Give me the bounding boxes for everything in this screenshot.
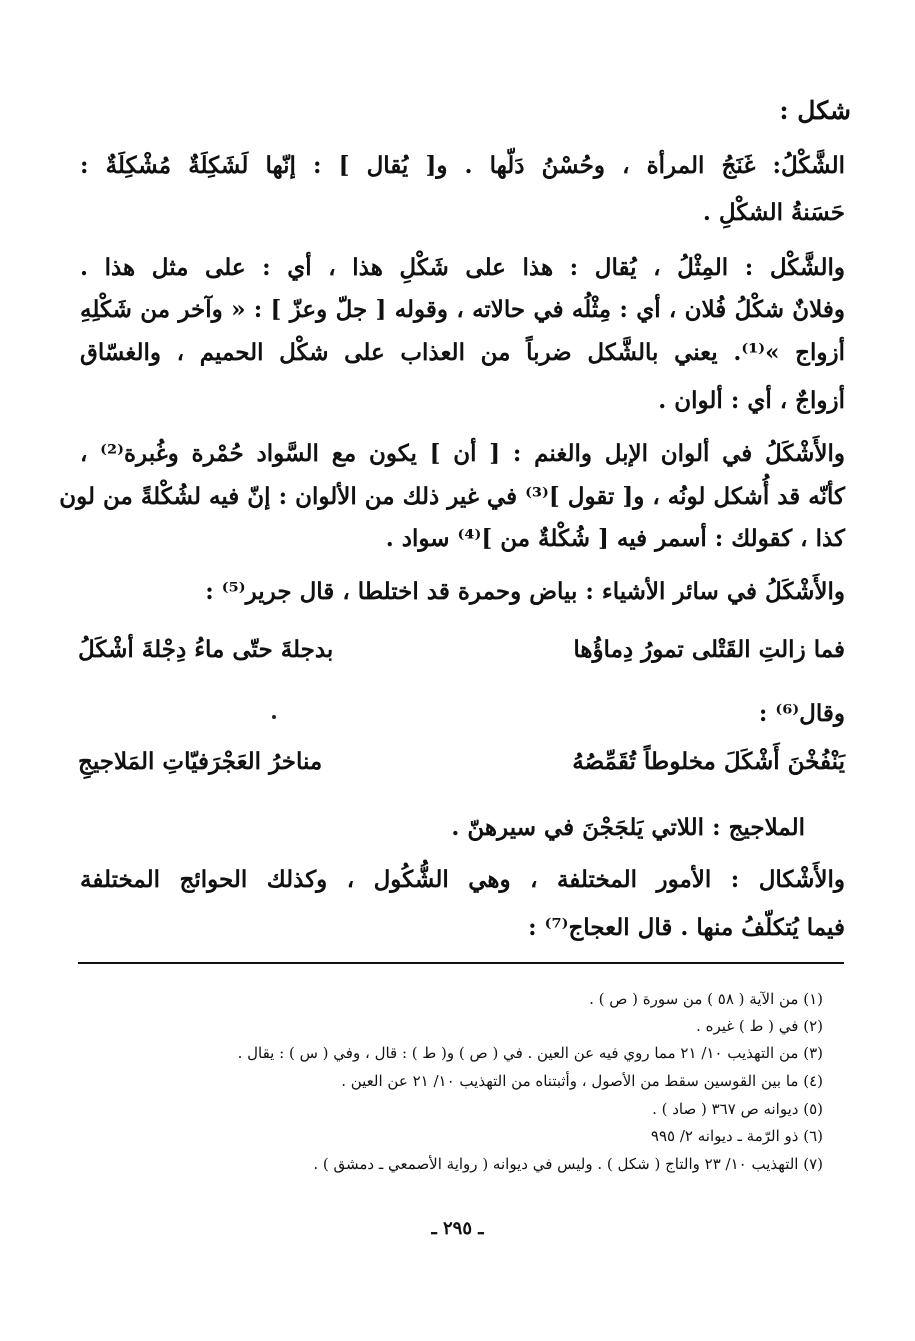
footnote: (٥) ديوانه ص ٣٦٧ ( صاد ) . xyxy=(652,1100,823,1118)
verse xyxy=(78,748,845,788)
body-line: حَسَنةُ الشكْلِ . xyxy=(702,199,845,226)
body-line: أزواجٌ ، أي : ألوان . xyxy=(658,387,845,414)
body-line: والشَّكْل : المِثْلُ ، يُقال : هذا على شَكْلِ هذا ، أي : على مثل هذا . xyxy=(80,254,845,281)
body-line: الشَّكْلُ: غَنَجُ المرأة ، وحُسْنُ دَلّها . و[ يُقال ] : إنّها لَشَكِلَةٌ مُشْكِلَةٌ : xyxy=(80,152,845,179)
body-line: أزواج »⁽¹⁾. يعني بالشَّكل ضرباً من العذاب على شكْل الحميم ، والغسّاق xyxy=(80,339,845,366)
body-line: كأنّه قد أُشكل لونُه ، و[ تقول ]⁽³⁾ في غير ذلك من الألوان : إنّ فيه لشُكْلةً من لون xyxy=(59,483,845,510)
body-line: وقال⁽⁶⁾ : xyxy=(758,700,845,727)
body-line: والأَشْكال : الأمور المختلفة ، وهي الشُّكُول ، وكذلك الحوائج المختلفة xyxy=(80,866,845,893)
body-line: وفلانٌ شكْلُ فُلان ، أي : مِثْلُه في حالاته ، وقوله [ جلّ وعزّ ] : « وآخر من شَكْلِهِ xyxy=(80,296,845,323)
footnote: (٧) التهذيب ١٠/ ٢٣ والتاج ( شكل ) . وليس في ديوانه ( رواية الأصمعي ـ دمشق ) . xyxy=(313,1155,823,1173)
body-line: والأَشْكَلُ في ألوان الإبل والغنم : [ أن ] يكون مع السَّواد حُمْرة وغُبرة⁽²⁾ ، xyxy=(80,440,846,467)
footnote: (١) من الآية ( ٥٨ ) من سورة ( ص ) . xyxy=(589,990,823,1008)
body-line: كذا ، كقولك : أسمر فيه [ شُكْلةٌ من ]⁽⁴⁾ سواد . xyxy=(385,525,845,552)
verse-hemistich-second: مناخرُ العَجْرَفيّاتِ المَلاجيجِ xyxy=(78,748,323,775)
footnote: (٦) ذو الرّمة ـ ديوانه ٢/ ٩٩٥ xyxy=(650,1127,823,1145)
footnote: (٢) في ( ط ) غيره . xyxy=(696,1017,823,1035)
verse-hemistich-second: بدجلةَ حتّى ماءُ دِجْلةَ أشْكَلُ xyxy=(78,636,334,663)
verse xyxy=(78,636,845,676)
verse-hemistich-first: يَنْفُخْنَ أَشْكَلَ مخلوطاً تُقَمِّصُهُ xyxy=(572,748,845,775)
footnote: (٤) ما بين القوسين سقط من الأصول ، وأثبتناه من التهذيب ١٠/ ٢١ عن العين . xyxy=(341,1072,823,1090)
entry-heading: شكل : xyxy=(779,96,851,125)
verse-hemistich-first: فما زالتِ القَتْلى تمورُ دِماؤُها xyxy=(573,636,845,663)
body-line: والأَشْكَلُ في سائر الأشياء : بياض وحمرة قد اختلطا ، قال جرير⁽⁵⁾ : xyxy=(205,578,845,605)
footnote-divider xyxy=(78,962,844,964)
body-line: الملاجيج : اللاتي يَلجَجْنَ في سيرهنّ . xyxy=(451,814,805,841)
footnote: (٣) من التهذيب ١٠/ ٢١ مما روي فيه عن العين . في ( ص ) و( ط ) : قال ، وفي ( س ) : يقال . xyxy=(237,1044,823,1062)
page-number: ـ ٢٩٥ ـ xyxy=(431,1218,484,1239)
body-line: فيما يُتكلّفُ منها . قال العجاج⁽⁷⁾ : xyxy=(528,914,845,941)
